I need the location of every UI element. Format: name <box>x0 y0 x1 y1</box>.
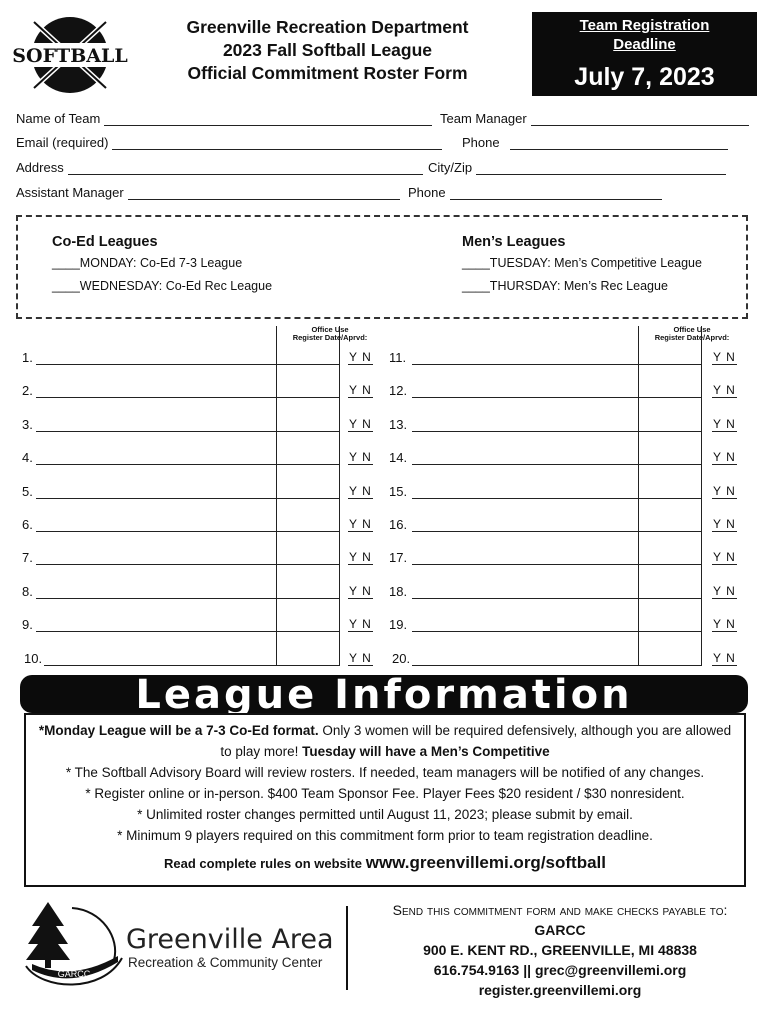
wednesday-league-option[interactable]: ____WEDNESDAY: Co-Ed Rec League <box>52 279 273 293</box>
player-name-line[interactable] <box>412 597 638 599</box>
tree-icon <box>22 898 127 998</box>
player-name-line[interactable] <box>36 630 276 632</box>
send-instructions <box>360 900 760 1000</box>
register-date-line[interactable] <box>277 563 339 565</box>
deadline-label-1: Team Registration <box>579 17 710 34</box>
league-title: 2023 Fall Softball League <box>222 40 433 60</box>
player-name-line[interactable] <box>36 563 276 565</box>
player-name-line[interactable] <box>36 363 276 365</box>
player-name-line[interactable] <box>412 430 638 432</box>
approval-yn[interactable]: Y N <box>349 416 372 431</box>
address-field[interactable] <box>16 160 423 175</box>
player-number: 14. <box>389 450 408 466</box>
approval-yn[interactable]: Y N <box>349 550 372 565</box>
approval-yn[interactable]: Y N <box>713 350 736 364</box>
player-name-line[interactable] <box>412 363 638 365</box>
register-date-line[interactable] <box>639 563 701 565</box>
approval-yn[interactable]: Y N <box>713 450 736 465</box>
softball-logo <box>12 14 128 96</box>
player-name-line[interactable] <box>36 530 276 532</box>
player-number: 20. <box>392 650 411 666</box>
approval-yn[interactable]: Y N <box>349 650 372 665</box>
office-use-label-left: Office Use Register Date/Aprvd: <box>292 325 368 342</box>
register-date-line[interactable] <box>277 530 339 532</box>
approval-yn[interactable]: Y N <box>713 650 736 665</box>
player-name-line[interactable] <box>412 396 638 398</box>
approval-yn[interactable]: Y N <box>713 383 736 398</box>
team-name-field[interactable] <box>16 111 432 126</box>
player-name-line[interactable] <box>412 563 638 565</box>
register-date-line[interactable] <box>277 430 339 432</box>
player-number: 11. <box>389 350 407 365</box>
assistant-phone-field[interactable] <box>408 185 662 200</box>
player-number: 10. <box>24 650 43 666</box>
department-title: Greenville Recreation Department <box>186 17 469 37</box>
register-date-line[interactable] <box>639 630 701 632</box>
register-date-line[interactable] <box>639 597 701 599</box>
player-number: 18. <box>389 583 408 599</box>
monday-league-option[interactable]: ____MONDAY: Co-Ed 7-3 League <box>52 256 243 270</box>
register-date-line[interactable] <box>277 664 339 666</box>
register-date-line[interactable] <box>639 463 701 465</box>
register-date-line[interactable] <box>277 363 339 365</box>
assistant-manager-field[interactable] <box>16 185 400 200</box>
player-number: 17. <box>389 550 408 566</box>
player-number: 8. <box>22 583 33 599</box>
approval-yn[interactable]: Y N <box>713 583 736 598</box>
contact-info[interactable]: 616.754.9163 || grec@greenvillemi.org <box>433 962 687 978</box>
register-date-line[interactable] <box>639 497 701 499</box>
org-subtitle: Recreation & Community Center <box>128 955 323 970</box>
email-field[interactable] <box>16 135 442 150</box>
info-line-3: * Register online or in-person. $400 Team Sponsor Fee. Player Fees $20 resident / $30 nonresident. <box>85 786 685 801</box>
player-number: 9. <box>22 617 33 633</box>
form-title: Official Commitment Roster Form <box>187 63 468 83</box>
approval-yn[interactable]: Y N <box>713 617 736 632</box>
league-information-banner: League Information <box>20 675 748 713</box>
player-name-line[interactable] <box>36 430 276 432</box>
player-name-line[interactable] <box>36 463 276 465</box>
coed-leagues-heading: Co-Ed Leagues <box>52 234 158 250</box>
register-date-line[interactable] <box>277 396 339 398</box>
player-name-line[interactable] <box>412 463 638 465</box>
player-name-line[interactable] <box>44 664 276 666</box>
assistant-phone-label: Phone <box>408 185 446 200</box>
org-name: Greenville Area <box>126 924 334 955</box>
player-name-line[interactable] <box>412 530 638 532</box>
thursday-league-option[interactable]: ____THURSDAY: Men’s Rec League <box>462 279 668 293</box>
deadline-date: July 7, 2023 <box>574 63 715 91</box>
register-date-line[interactable] <box>639 430 701 432</box>
player-number: 5. <box>22 483 33 499</box>
website-link[interactable]: www.greenvillemi.org/softball <box>365 853 606 872</box>
player-number: 3. <box>22 416 33 432</box>
player-number: 2. <box>22 383 33 399</box>
info-line-5: * Minimum 9 players required on this commitment form prior to team registration deadline. <box>117 828 653 843</box>
register-date-line[interactable] <box>639 664 701 666</box>
player-number: 15. <box>389 483 408 499</box>
garcc-logo <box>22 898 127 998</box>
register-date-line[interactable] <box>277 463 339 465</box>
garcc-badge: GARCC <box>57 969 91 979</box>
website-line <box>26 852 744 874</box>
footer-divider <box>346 906 348 990</box>
player-number: 1. <box>22 350 33 365</box>
approval-yn[interactable]: Y N <box>349 483 372 498</box>
tuesday-league-option[interactable]: ____TUESDAY: Men’s Competitive League <box>462 256 702 270</box>
info-line-1: *Monday League will be a 7-3 Co-Ed format. Only 3 women will be required defensively, although you are allowed to play more! Tuesday will have a Men’s Competitive <box>38 723 732 759</box>
player-name-line[interactable] <box>36 597 276 599</box>
register-date-line[interactable] <box>277 597 339 599</box>
roster-divider <box>339 326 340 666</box>
team-name-label: Name of Team <box>16 111 101 126</box>
payee: GARCC <box>534 922 586 938</box>
player-number: 4. <box>22 450 33 466</box>
team-manager-field[interactable] <box>440 111 749 126</box>
info-line-2: * The Softball Advisory Board will review rosters. If needed, team managers will be notified of any changes. <box>65 765 705 780</box>
register-date-line[interactable] <box>639 363 701 365</box>
assistant-manager-label: Assistant Manager <box>16 185 124 200</box>
approval-yn[interactable]: Y N <box>349 450 372 465</box>
team-manager-label: Team Manager <box>440 111 527 126</box>
deadline-box <box>532 12 757 96</box>
register-date-line[interactable] <box>639 530 701 532</box>
approval-yn[interactable]: Y N <box>713 416 736 431</box>
approval-yn[interactable]: Y N <box>349 350 372 364</box>
league-information-box <box>24 713 746 887</box>
approval-yn[interactable]: Y N <box>349 383 372 398</box>
player-number: 6. <box>22 517 33 532</box>
player-number: 16. <box>389 517 408 532</box>
office-use-label-right: Office Use Register Date/Aprvd: <box>654 325 730 342</box>
player-name-line[interactable] <box>412 497 638 499</box>
email-label: Email (required) <box>16 135 109 150</box>
header-titles <box>150 16 505 85</box>
approval-yn[interactable]: Y N <box>349 517 372 531</box>
player-number: 13. <box>389 416 408 432</box>
player-name-line[interactable] <box>36 497 276 499</box>
register-date-line[interactable] <box>277 630 339 632</box>
city-zip-label: City/Zip <box>428 160 473 175</box>
info-line-4: * Unlimited roster changes permitted until August 11, 2023; please submit by email. <box>137 807 633 822</box>
phone-field[interactable] <box>462 135 728 150</box>
logo-text: SOFTBALL <box>12 45 128 67</box>
register-date-line[interactable] <box>277 497 339 499</box>
approval-yn[interactable]: Y N <box>713 483 736 498</box>
register-date-line[interactable] <box>639 396 701 398</box>
send-heading: Send this commitment form and make checks payable to: <box>392 902 728 918</box>
player-name-line[interactable] <box>412 630 638 632</box>
player-name-line[interactable] <box>412 664 638 666</box>
player-number: 19. <box>389 617 408 633</box>
address-label: Address <box>16 160 64 175</box>
website-label: Read complete rules on website <box>164 856 362 871</box>
approval-yn[interactable]: Y N <box>349 583 372 598</box>
phone-label: Phone <box>462 135 500 150</box>
player-name-line[interactable] <box>36 396 276 398</box>
player-number: 12. <box>389 383 408 399</box>
approval-yn[interactable]: Y N <box>713 550 736 565</box>
register-link[interactable]: register.greenvillemi.org <box>478 982 642 998</box>
roster-divider <box>701 326 702 666</box>
player-number: 7. <box>22 550 33 566</box>
city-zip-field[interactable] <box>428 160 726 175</box>
approval-yn[interactable]: Y N <box>713 517 736 531</box>
mailing-address: 900 E. KENT RD., GREENVILLE, MI 48838 <box>423 942 697 958</box>
deadline-label-2: Deadline <box>613 36 676 53</box>
approval-yn[interactable]: Y N <box>349 617 372 632</box>
mens-leagues-heading: Men’s Leagues <box>462 234 566 250</box>
